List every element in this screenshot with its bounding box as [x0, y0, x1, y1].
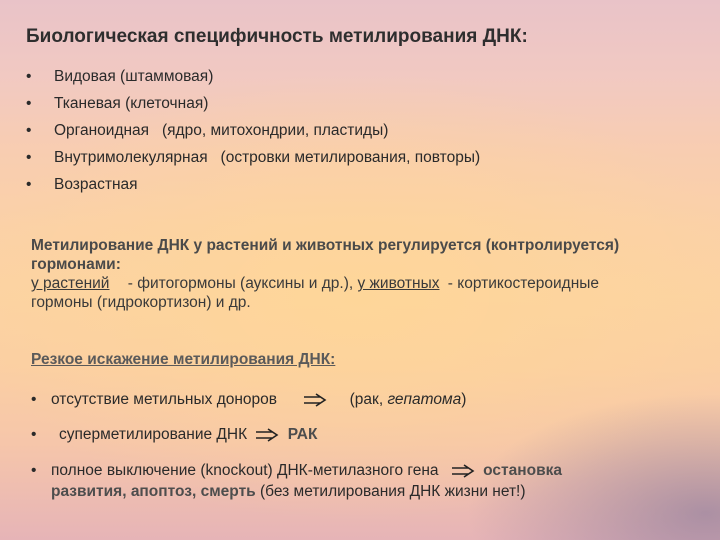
list-item [26, 171, 480, 198]
list-item [26, 90, 480, 117]
distortion-item-text: суперметилирование ДНК [59, 426, 248, 443]
distortion-result: РАК [287, 426, 318, 443]
hormones-line-4: гормоны (гидрокортизон) и др. [31, 294, 251, 311]
distortion-result-continued: развития, апоптоз, смерть [51, 483, 256, 500]
distortion-result: остановка [483, 462, 562, 479]
bullet-marker: • [26, 149, 32, 166]
animals-text: - кортикостероидные [447, 275, 600, 292]
list-item-text: Внутримолекулярная (островки метилирования, повторы) [54, 149, 481, 166]
hormones-line-1: Метилирование ДНК у растений и животных регулируется (контролируется) [31, 237, 620, 254]
implies-arrow-icon [451, 460, 475, 481]
plants-label: у растений [31, 275, 110, 292]
bullet-marker: • [26, 176, 32, 193]
specificity-list [26, 63, 480, 198]
bullet-marker: • [26, 122, 32, 139]
bullet-marker: • [31, 391, 37, 408]
slide-title: Биологическая специфичность метилирования ДНК: [26, 26, 528, 47]
list-item-text: Органоидная (ядро, митохондрии, пластиды) [54, 122, 389, 139]
implies-arrow-icon [255, 424, 279, 445]
distortion-item-text: отсутствие метильных доноров [51, 391, 278, 408]
distortion-item-text: полное выключение (knockout) ДНК-метилазного гена [51, 462, 439, 479]
bullet-marker: • [26, 95, 32, 112]
distortion-heading: Резкое искажение метилирования ДНК: [31, 351, 336, 368]
distortion-item [31, 460, 562, 502]
distortion-item [31, 424, 317, 445]
distortion-result-close: ) [461, 391, 467, 408]
list-item-text: Возрастная [54, 176, 138, 193]
distortion-result-italic: гепатома [387, 391, 462, 408]
list-item-text: Тканевая (клеточная) [54, 95, 209, 112]
distortion-item [31, 389, 466, 410]
hormones-line-3 [31, 274, 619, 293]
implies-arrow-icon [303, 389, 327, 410]
animals-label: у животных [357, 275, 440, 292]
distortion-result-open: (рак, [349, 391, 388, 408]
hormones-paragraph [31, 236, 619, 312]
list-item-text: Видовая (штаммовая) [54, 68, 214, 85]
list-item [26, 63, 480, 90]
plants-text: - фитогормоны (ауксины и др.), [127, 275, 354, 292]
bullet-marker: • [31, 426, 37, 443]
distortion-note: (без метилирования ДНК жизни нет!) [255, 483, 526, 500]
bullet-marker: • [26, 68, 32, 85]
list-item [26, 117, 480, 144]
hormones-line-2: гормонами: [31, 256, 121, 273]
list-item [26, 144, 480, 171]
bullet-marker: • [31, 462, 37, 479]
